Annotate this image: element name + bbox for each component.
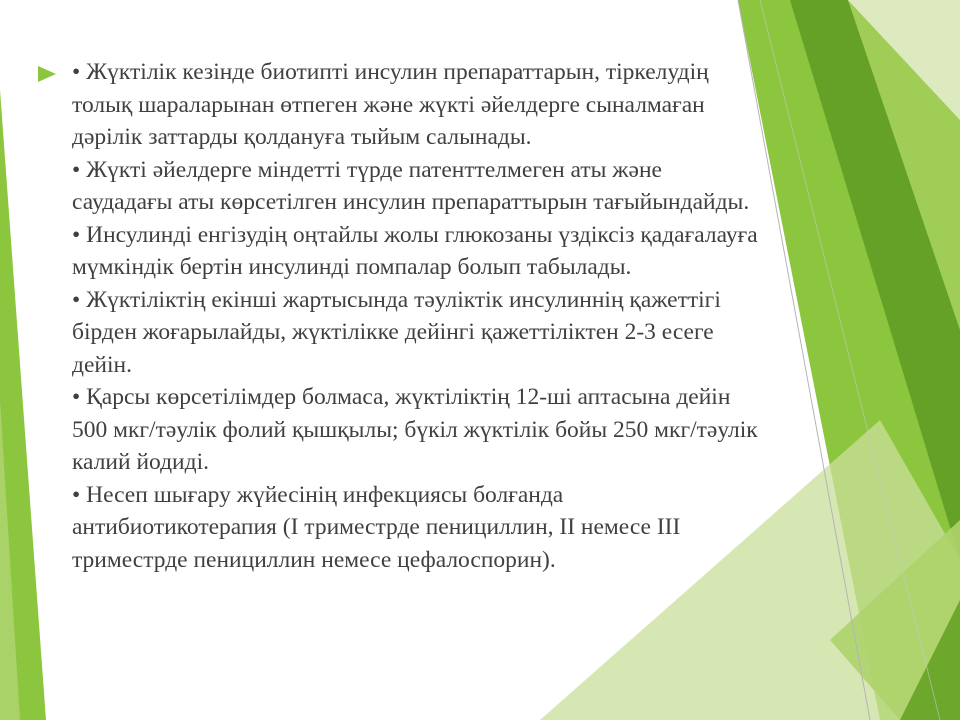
text-line: • Жүктіліктің екінші жартысында тәуліктік инсулиннің қажеттігі [72,286,721,313]
text-line: • Жүкті әйелдерге міндетті түрде патенттелмеген аты және [72,156,662,183]
slide-body-text [72,56,942,576]
text-line: толық шараларынан өтпеген және жүкті әйелдерге сыналмаған [72,91,705,118]
text-line: антибиотикотерапия (I триместрде пенициллин, II немесе III [72,514,681,540]
green-triangle-bullet-icon [38,66,56,82]
text-line: • Инсулинді енгізудің оңтайлы жолы глюкозаны үздіксіз қадағалауға [72,221,758,248]
text-line: мүмкіндік бертін инсулинді помпалар болып табылады. [72,254,632,280]
text-line: • Несеп шығару жүйесінің инфекциясы болғанда [72,481,564,508]
text-line: калий йодиді. [72,449,209,475]
text-line: • Қарсы көрсетілімдер болмаса, жүктіліктің 12-ші аптасына дейін [72,384,731,410]
text-line: дәрілік заттарды қолдануға тыйым салынады. [72,124,532,150]
text-line: 500 мкг/тәулік фолий қышқылы; бүкіл жүктілік бойы 250 мкг/тәулік [72,416,758,443]
text-line: • Жүктілік кезінде биотипті инсулин препараттарын, тіркелудің [72,59,709,85]
text-line: бірден жоғарылайды, жүктілікке дейінгі қажеттіліктен 2-3 есеге [72,319,714,345]
text-line: саудадағы аты көрсетілген инсулин препараттырын тағыйындайды. [72,189,750,215]
text-line: дейін. [72,351,132,378]
text-line: триместрде пенициллин немесе цефалоспорин). [72,546,556,573]
